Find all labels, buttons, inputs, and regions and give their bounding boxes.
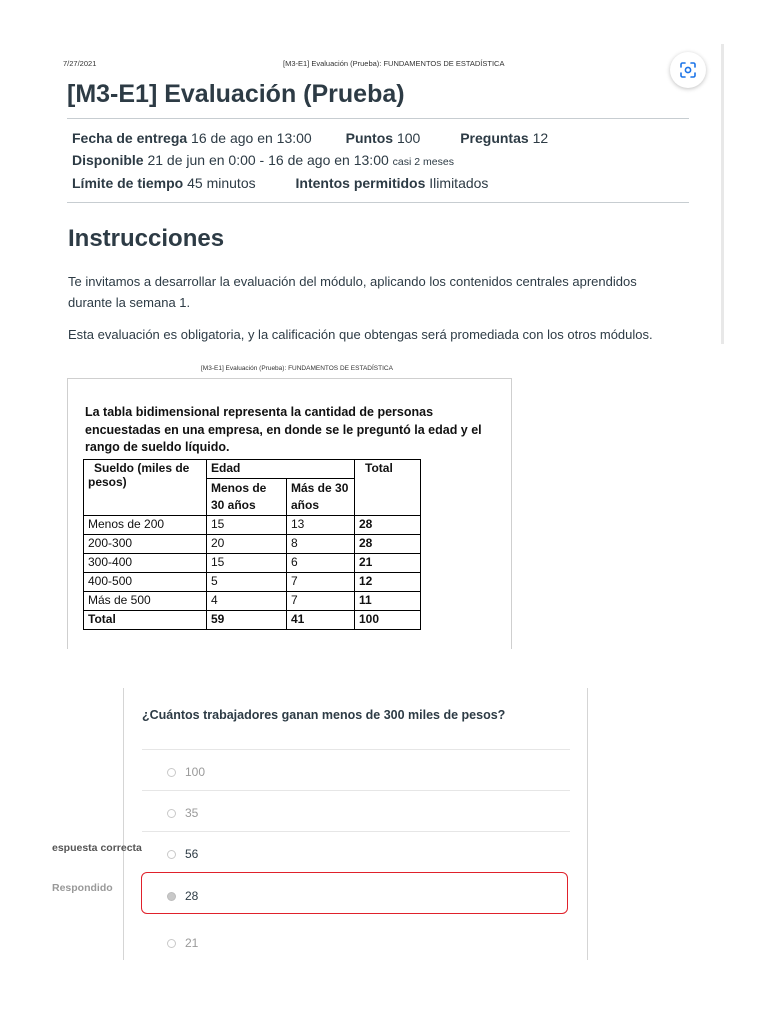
option-label: 21 [185, 936, 199, 950]
radio-button[interactable] [167, 939, 176, 948]
document-header: [M3-E1] Evaluación (Prueba): FUNDAMENTOS DE ESTADÍSTICA [201, 365, 393, 372]
table-header-row [84, 460, 421, 479]
answer-option[interactable] [167, 936, 198, 950]
lens-button[interactable] [670, 52, 706, 88]
answered-label: Respondido [52, 882, 113, 894]
answer-option-selected[interactable] [167, 889, 198, 903]
prompt-line-1: La tabla bidimensional representa la cantidad de personas [85, 405, 434, 419]
instructions-heading: Instrucciones [68, 225, 225, 252]
answer-option-correct[interactable] [167, 847, 198, 861]
option-divider [142, 831, 570, 832]
header-over-30: Más de 30 años [287, 479, 355, 516]
scrollbar[interactable] [721, 44, 724, 344]
print-date: 7/27/2021 [63, 59, 97, 68]
document-prompt [85, 404, 500, 457]
time-limit-label: Límite de tiempo [72, 175, 184, 191]
option-divider [142, 749, 570, 750]
header-total: Total [355, 460, 421, 516]
attempts-label: Intentos permitidos [295, 175, 426, 191]
question-frame [123, 688, 588, 960]
available-value: 21 de jun en 0:00 - 16 de ago en 13:00 [147, 152, 389, 168]
header-under-30: Menos de 30 años [207, 479, 287, 516]
divider-top [67, 118, 689, 119]
radio-button[interactable] [167, 809, 176, 818]
option-label: 35 [185, 806, 199, 820]
page-title: [M3-E1] Evaluación (Prueba) [67, 80, 405, 108]
radio-button[interactable] [167, 850, 176, 859]
radio-button-selected[interactable] [167, 892, 176, 901]
table-row: 400-500 5 7 12 [84, 573, 421, 592]
instructions-paragraph-1 [68, 271, 637, 313]
due-label: Fecha de entrega [72, 130, 188, 146]
questions-label: Preguntas [460, 130, 529, 146]
option-label: 28 [185, 889, 199, 903]
divider-bottom [67, 202, 689, 203]
questions-value: 12 [532, 130, 549, 146]
meta-row-1 [72, 130, 548, 146]
instructions-p1-line2: durante la semana 1. [68, 295, 191, 310]
available-label: Disponible [72, 152, 144, 168]
attempts-value: Ilimitados [429, 175, 489, 191]
table-row: 200-300 20 8 28 [84, 535, 421, 554]
meta-row-2 [72, 152, 454, 168]
option-divider [142, 790, 570, 791]
radio-button[interactable] [167, 768, 176, 777]
table-row: Menos de 200 15 13 28 [84, 516, 421, 535]
instructions-paragraph-2: Esta evaluación es obligatoria, y la calificación que obtengas será promediada con los otros módulos. [68, 327, 653, 342]
prompt-line-2: encuestadas en una empresa, en donde se le preguntó la edad y el [85, 422, 482, 437]
contingency-table [83, 459, 421, 630]
answered-highlight [141, 872, 568, 914]
time-limit-value: 45 minutos [187, 175, 256, 191]
instructions-p1-line1: Te invitamos a desarrollar la evaluación del módulo, aplicando los contenidos centrales aprendidos [68, 274, 637, 289]
points-value: 100 [396, 130, 421, 146]
table-total-row: Total 59 41 100 [84, 611, 421, 630]
option-label: 56 [185, 847, 199, 861]
header-salary: Sueldo (miles de pesos) [84, 460, 207, 516]
answer-option[interactable] [167, 765, 205, 779]
header-age: Edad [207, 460, 355, 479]
question-text: ¿Cuántos trabajadores ganan menos de 300 miles de pesos? [142, 708, 506, 722]
prompt-line-3: rango de sueldo líquido. [85, 440, 230, 454]
due-value: 16 de ago en 13:00 [191, 130, 312, 146]
available-note: casi 2 meses [392, 156, 454, 168]
google-lens-icon [679, 61, 697, 79]
meta-row-3 [72, 175, 488, 191]
table-row: Más de 500 4 7 11 [84, 592, 421, 611]
correct-answer-label: espuesta correcta [52, 842, 142, 854]
answer-option[interactable] [167, 806, 198, 820]
table-row: 300-400 15 6 21 [84, 554, 421, 573]
print-title: [M3-E1] Evaluación (Prueba): FUNDAMENTOS DE ESTADÍSTICA [283, 59, 505, 68]
points-label: Puntos [345, 130, 394, 146]
option-label: 100 [185, 765, 206, 779]
